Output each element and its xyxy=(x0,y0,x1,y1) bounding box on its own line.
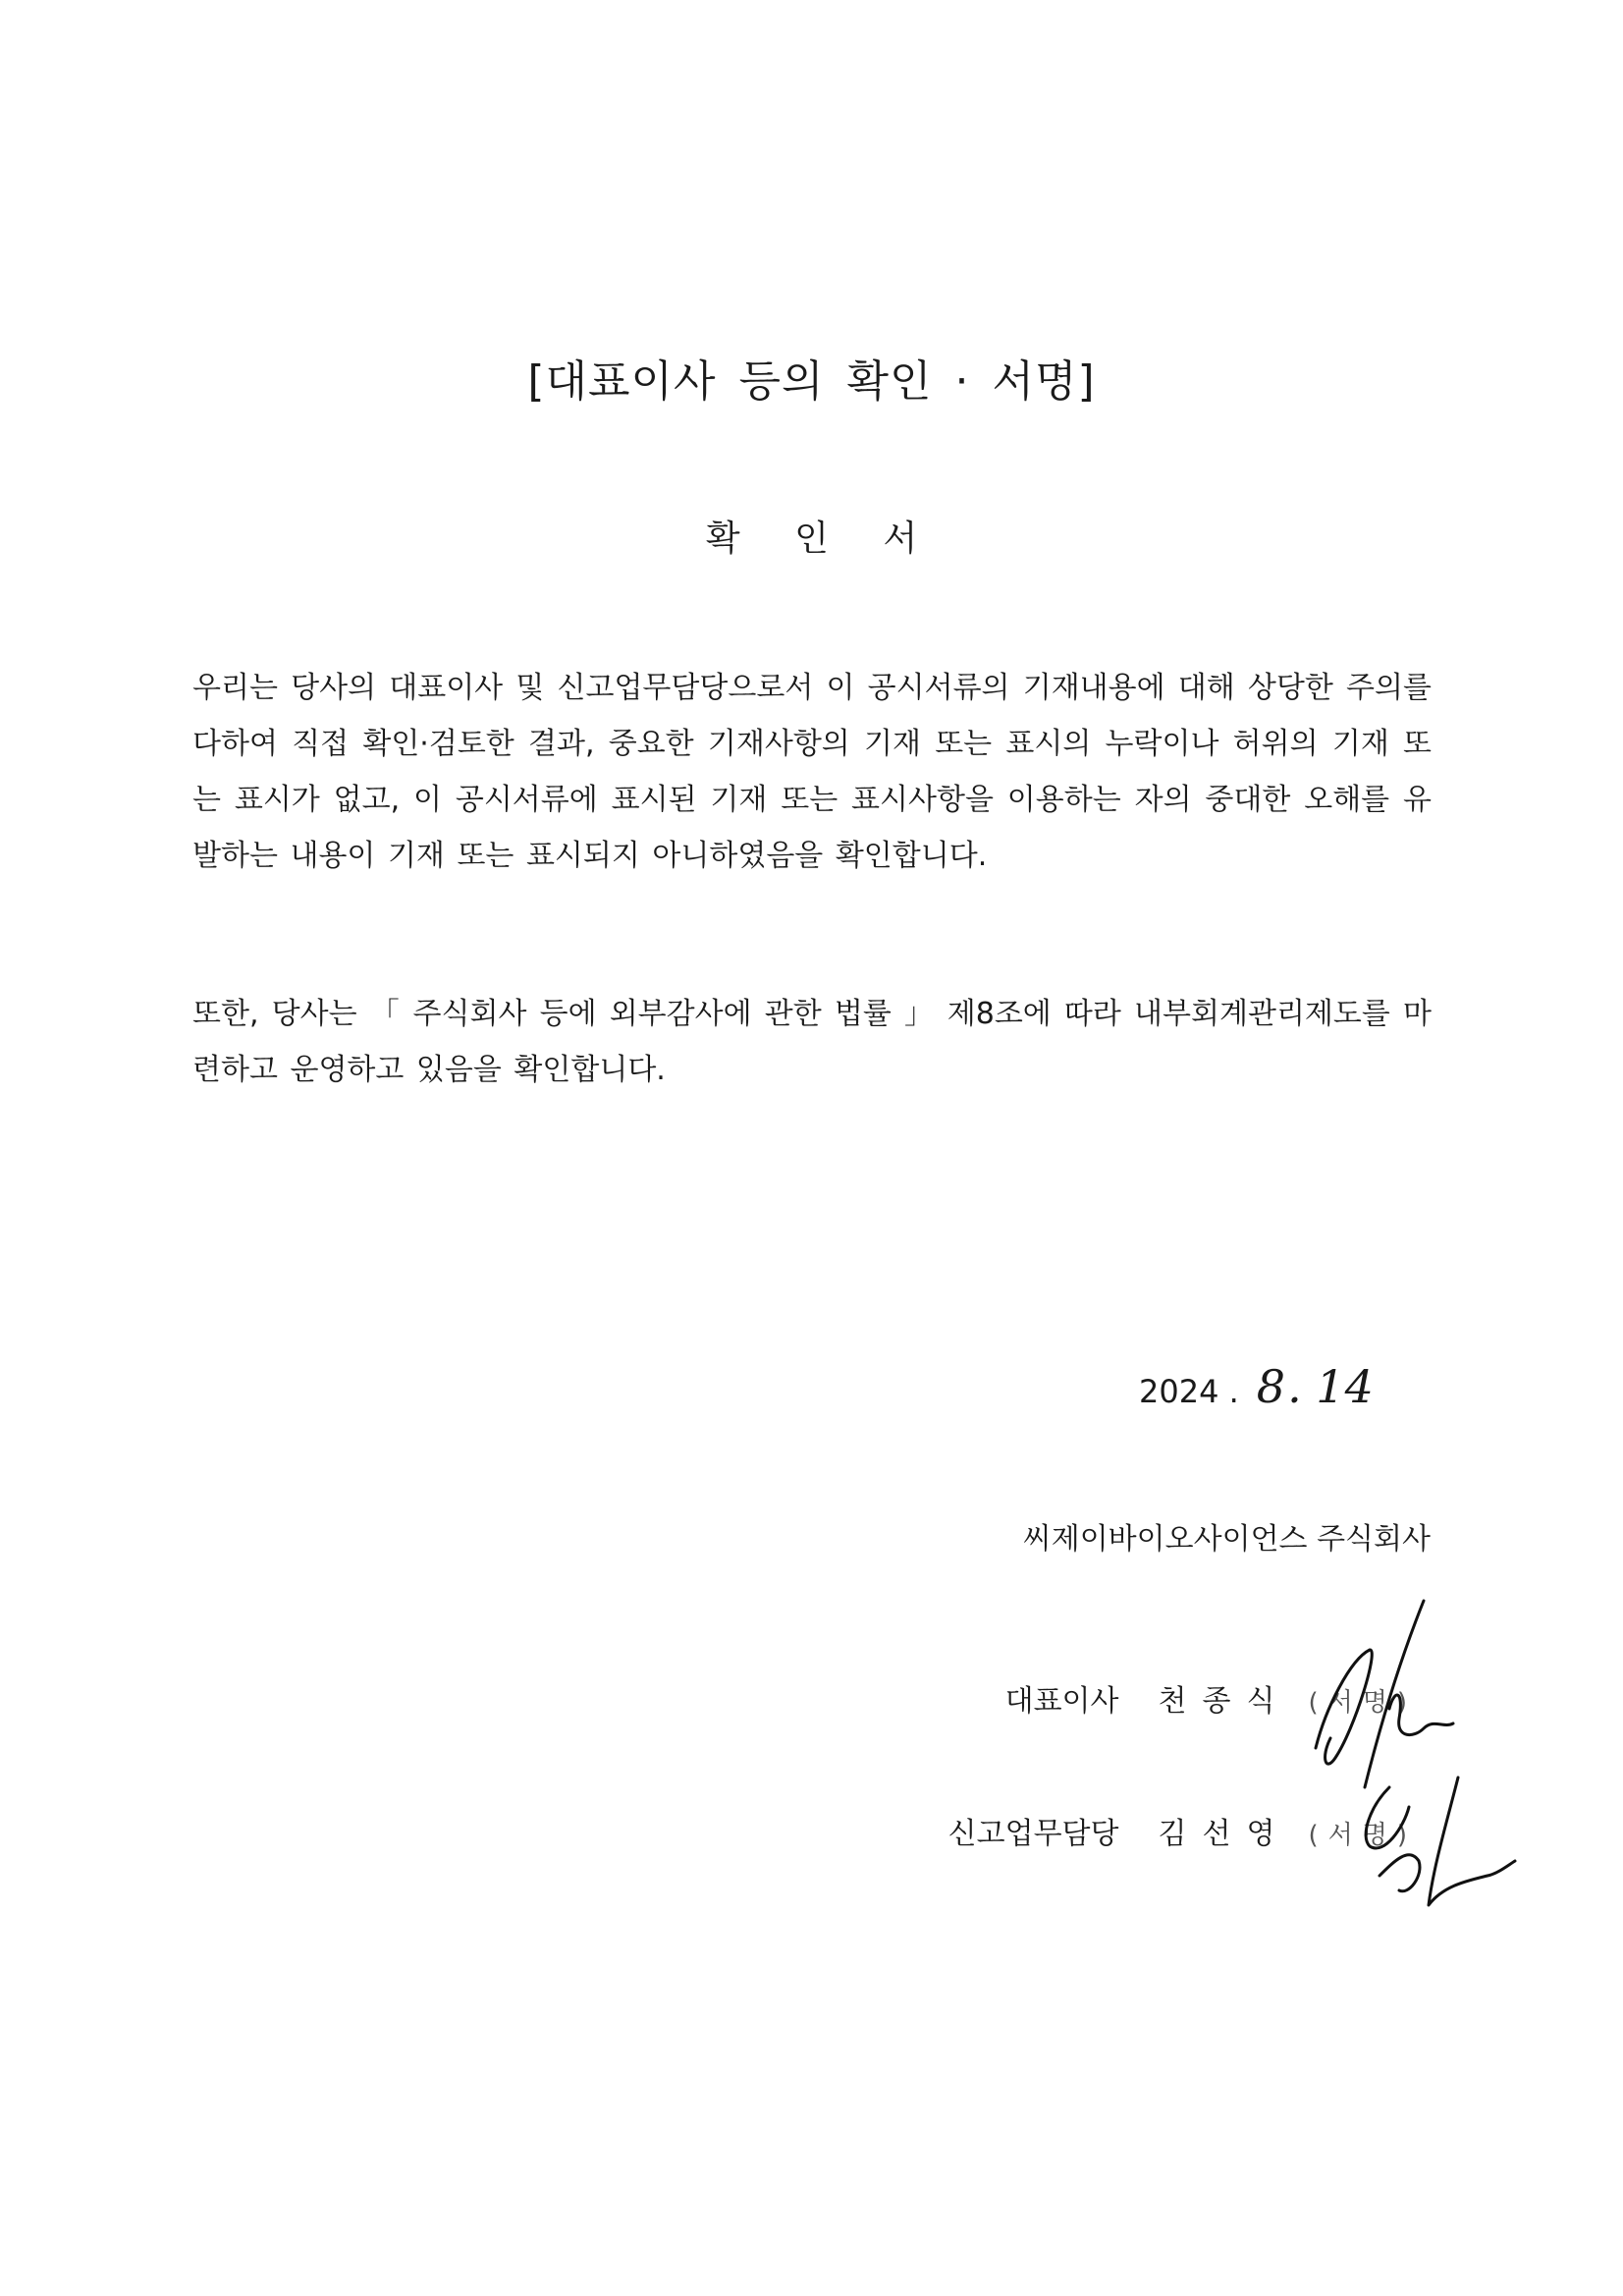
signatory-row-ceo xyxy=(893,1676,1417,1720)
signatory-name: 김선영 xyxy=(1158,1817,1291,1851)
confirmation-paragraph: 우리는 당사의 대표이사 및 신고업무담당으로서 이 공시서류의 기재내용에 대해 상당한 주의를 다하여 직접 확인·검토한 결과, 중요한 기재사항의 기재 또는 표시의 누락이나 허위의 기재 또는 표시가 없고, 이 공시서류에 표시된 기재 또는 표시사항을 이용하는 자의 중대한 오해를 유발하는 내용이 기재 또는 표시되지 아니하였음을 확인합니다. xyxy=(192,671,1432,873)
date-day-handwritten: . 14 xyxy=(1287,1360,1374,1413)
signatory-row-disclosure-officer xyxy=(893,1809,1417,1852)
document-heading: [대표이사 등의 확인 · 서명] xyxy=(527,356,1096,407)
signatory-name: 천종식 xyxy=(1158,1684,1291,1719)
company-name: 씨제이바이오사이언스 주식회사 xyxy=(1022,1522,1431,1557)
date-month-handwritten: 8 xyxy=(1256,1360,1286,1413)
document-title: 확 인 서 xyxy=(705,519,940,559)
signing-date xyxy=(1139,1360,1374,1413)
signatory-role: 신고업무담당 xyxy=(947,1817,1119,1851)
date-year: 2024 . xyxy=(1139,1373,1239,1410)
signature-mark-label: (서명) xyxy=(1308,1821,1417,1850)
internal-control-paragraph: 또한, 당사는 「 주식회사 등에 외부감사에 관한 법률 」 제8조에 따라 내부회계관리제도를 마련하고 운영하고 있음을 확인합니다. xyxy=(192,997,1432,1087)
signatory-role: 대표이사 xyxy=(1004,1684,1119,1719)
signature-mark-label: (서명) xyxy=(1308,1688,1417,1718)
